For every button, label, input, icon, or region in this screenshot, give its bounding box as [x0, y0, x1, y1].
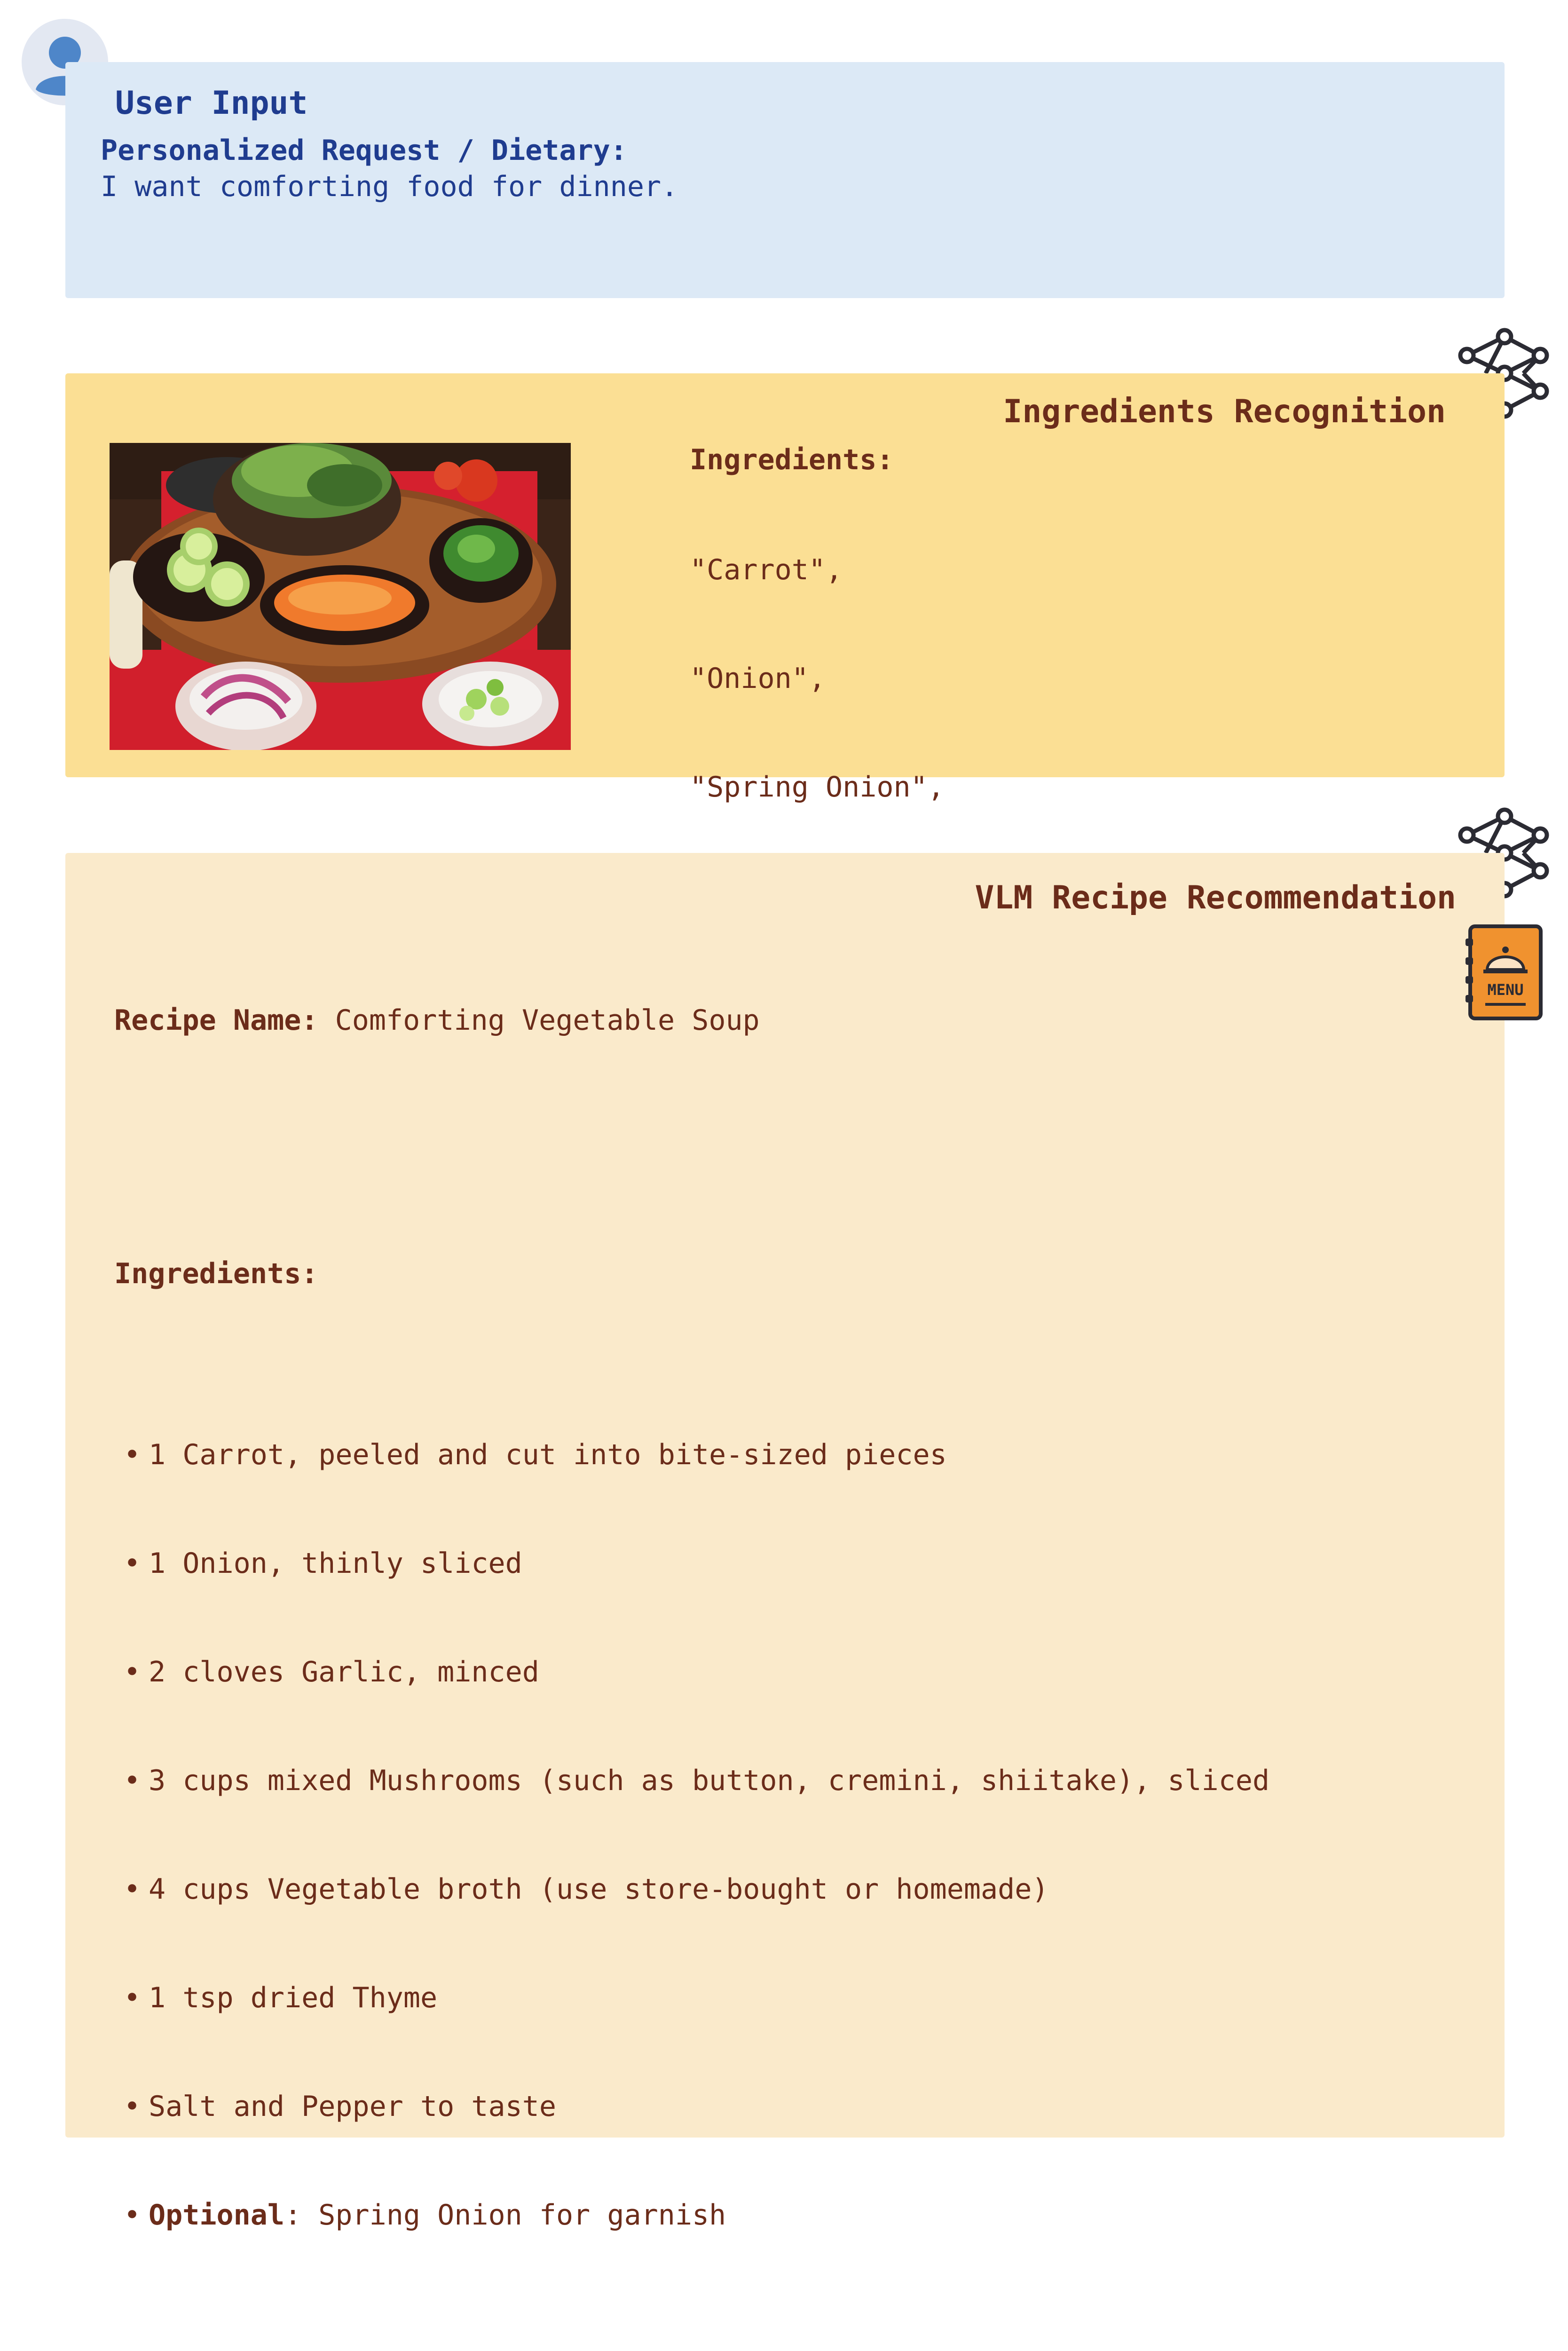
menu-label: MENU — [1487, 981, 1524, 999]
user-input-title: User Input — [115, 85, 308, 122]
optional-label: Optional — [149, 2199, 284, 2232]
list-item: • Salt and Pepper to taste — [114, 2089, 1459, 2125]
ingredients-recognition-title: Ingredients Recognition — [1003, 393, 1446, 430]
list-item-optional — [114, 2197, 1459, 2233]
request-label: Personalized Request / Dietary: — [101, 134, 627, 167]
ingredients-label: Ingredients: — [690, 443, 894, 476]
request-text: I want comforting food for dinner. — [101, 170, 678, 203]
list-item: • 2 cloves Garlic, minced — [114, 1654, 1459, 1690]
recipe-body — [114, 930, 1459, 2351]
menu-book-icon — [1464, 924, 1543, 1020]
list-item: • 1 tsp dried Thyme — [114, 1980, 1459, 2016]
recipe-ingredients-list — [114, 1365, 1459, 2306]
list-item: "Onion", — [690, 662, 826, 695]
recipe-name-line — [114, 1002, 1459, 1039]
recipe-ingredients-label: Ingredients: — [114, 1257, 318, 1290]
vegetables-photo — [110, 443, 571, 750]
list-item: • 4 cups Vegetable broth (use store-bought or homemade) — [114, 1871, 1459, 1908]
recipe-name-value: Comforting Vegetable Soup — [318, 1004, 760, 1037]
list-item: "Spring Onion", — [690, 771, 945, 804]
list-item: • 1 Carrot, peeled and cut into bite-sized pieces — [114, 1437, 1459, 1473]
list-item: "Carrot", — [690, 553, 843, 586]
recipe-name-label: Recipe Name: — [114, 1004, 318, 1037]
optional-text: : Spring Onion for garnish — [284, 2199, 726, 2232]
list-item: • 3 cups mixed Mushrooms (such as button, cremini, shiitake), sliced — [114, 1763, 1459, 1799]
recipe-recommendation-title: VLM Recipe Recommendation — [975, 879, 1456, 916]
list-item: • 1 Onion, thinly sliced — [114, 1546, 1459, 1582]
